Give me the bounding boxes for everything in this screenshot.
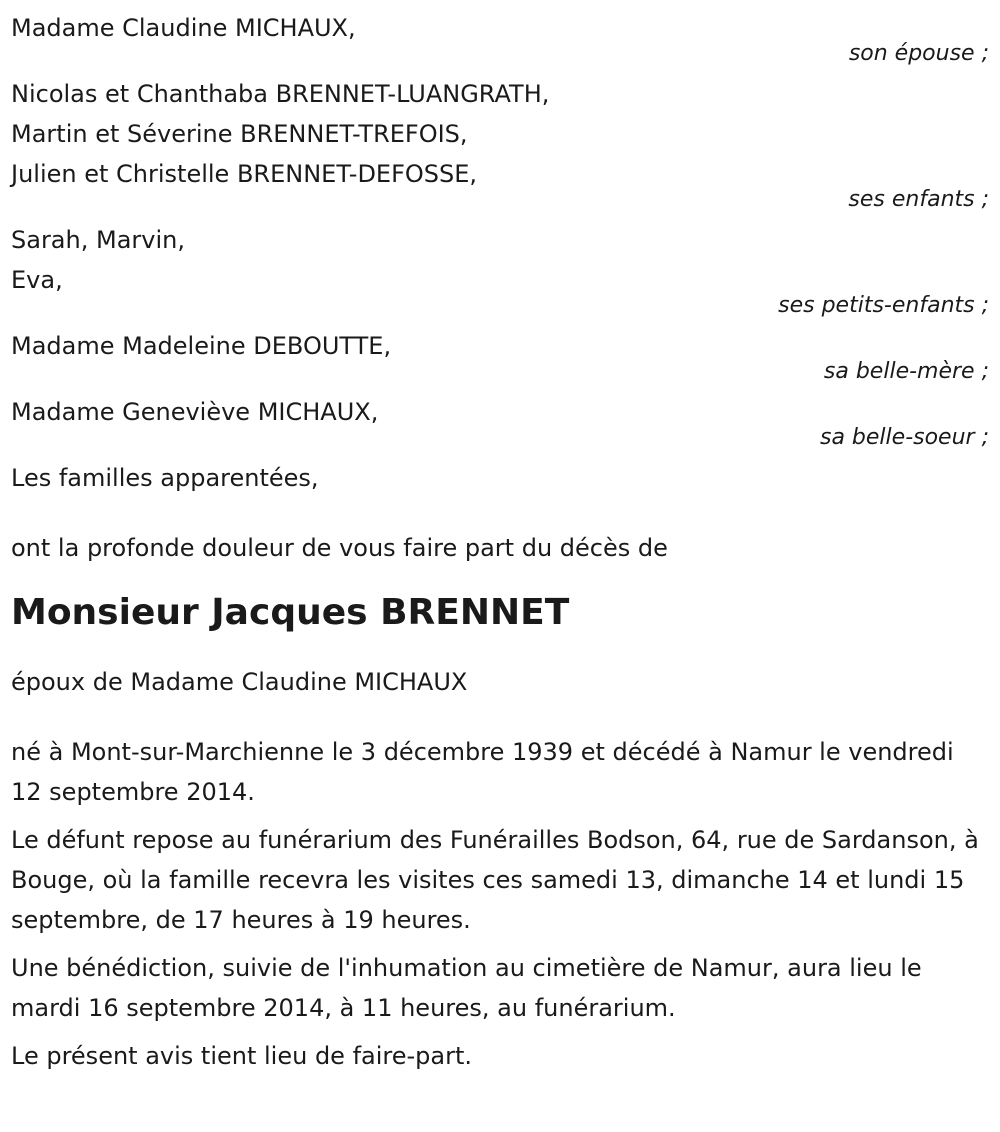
family-group-grandchildren (11, 220, 989, 318)
notice-paragraph: Le présent avis tient lieu de faire-part. (11, 1042, 473, 1070)
relation-label: son épouse ; (848, 41, 989, 66)
relation-label: ses enfants ; (848, 187, 989, 212)
visitation-paragraph: Le défunt repose au funérarium des Funérailles Bodson, 64, rue de Sardanson, à Bouge, où la famille recevra les visites ces samedi 13, dimanche 14 et lundi 15 septembre, de 17 heures à 19 heures. (11, 826, 979, 934)
birth-death-paragraph: né à Mont-sur-Marchienne le 3 décembre 1939 et décédé à Namur le vendredi 12 septembre 2014. (11, 738, 954, 806)
relation-label: ses petits-enfants ; (778, 293, 989, 318)
family-member: Martin et Séverine BRENNET-TREFOIS, (11, 120, 468, 148)
relation-label: sa belle-mère ; (823, 359, 989, 384)
deceased-name: Monsieur Jacques BRENNET (11, 592, 570, 633)
family-member: Eva, (11, 266, 63, 294)
family-member: Nicolas et Chanthaba BRENNET-LUANGRATH, (11, 80, 550, 108)
obituary-notice (11, 8, 989, 1084)
relation-label: sa belle-soeur ; (820, 425, 989, 450)
family-member: Madame Geneviève MICHAUX, (11, 398, 379, 426)
family-group-children (11, 74, 989, 212)
family-member: Julien et Christelle BRENNET-DEFOSSE, (11, 160, 478, 188)
family-group-mother-in-law (11, 326, 989, 384)
family-member: Madame Madeleine DEBOUTTE, (11, 332, 392, 360)
related-families: Les familles apparentées, (11, 464, 319, 492)
spouse-of-text: époux de Madame Claudine MICHAUX (11, 668, 468, 696)
family-member: Sarah, Marvin, (11, 226, 185, 254)
family-group-sister-in-law (11, 392, 989, 450)
ceremony-paragraph: Une bénédiction, suivie de l'inhumation au cimetière de Namur, aura lieu le mardi 16 septembre 2014, à 11 heures, au funérarium. (11, 954, 922, 1022)
family-group-spouse (11, 8, 989, 66)
family-member: Madame Claudine MICHAUX, (11, 14, 356, 42)
announcement-text: ont la profonde douleur de vous faire part du décès de (11, 534, 668, 562)
